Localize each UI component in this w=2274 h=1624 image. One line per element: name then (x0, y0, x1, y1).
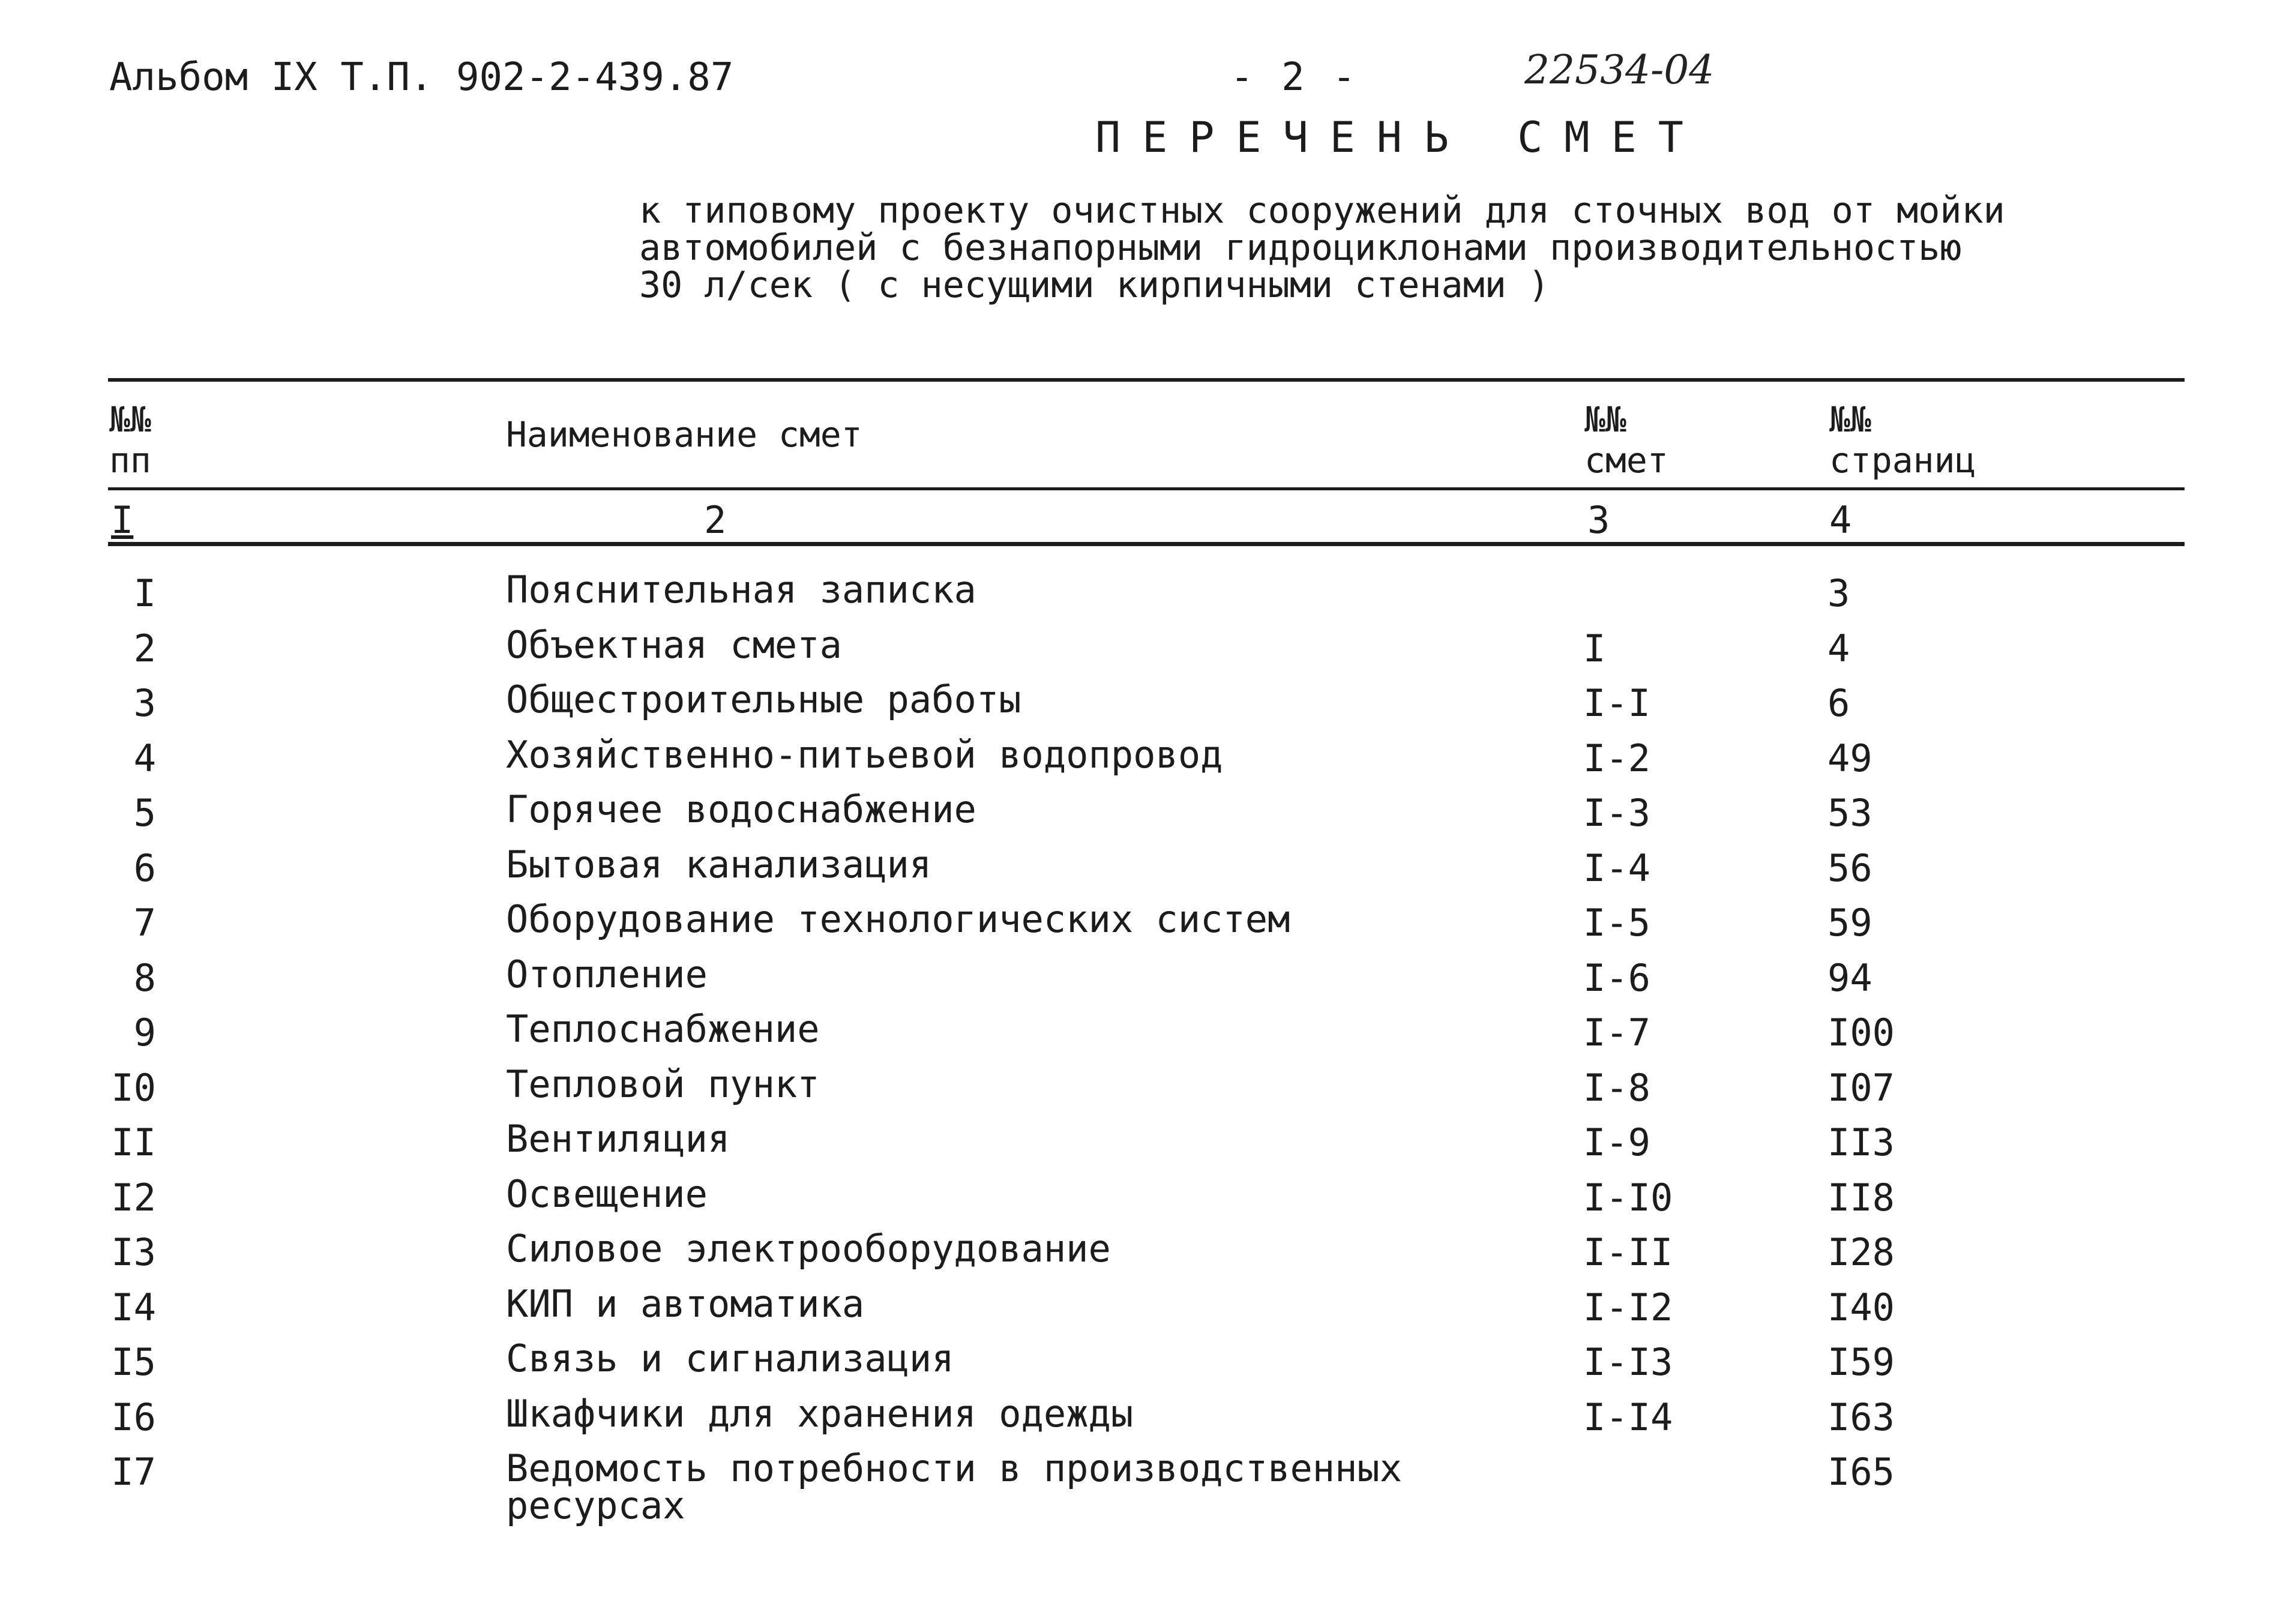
table-row (0, 787, 2274, 846)
table-row (0, 678, 2274, 736)
row-name: Вентиляция (506, 1117, 730, 1161)
header-number-column (109, 399, 151, 481)
row-estimate: I-I2 (1583, 1285, 1673, 1329)
row-estimate: I-I4 (1583, 1395, 1673, 1439)
row-number: I (133, 571, 156, 615)
row-number: 6 (133, 846, 156, 890)
row-name: Оборудование технологических систем (506, 897, 1290, 941)
row-number: 3 (133, 681, 156, 725)
subtitle-line-1: к типовому проекту очистных сооружений для сточных вод от мойки (639, 190, 2005, 232)
row-name: Объектная смета (506, 622, 842, 667)
row-page: I40 (1827, 1285, 1895, 1329)
row-name-line-2: ресурсах (506, 1484, 685, 1527)
header-page-label: страниц (1829, 440, 1976, 481)
row-estimate: I-I (1583, 681, 1650, 725)
table-row (0, 732, 2274, 792)
table-row (0, 1117, 2274, 1176)
row-name-line-1: Ведомость потребности в производственных (506, 1446, 1403, 1490)
row-page: I00 (1827, 1011, 1895, 1054)
row-estimate: I-7 (1583, 1011, 1650, 1054)
table-row (0, 568, 2274, 627)
row-number: I7 (111, 1450, 156, 1494)
row-page: 4 (1827, 626, 1850, 670)
table-row (0, 1446, 2274, 1527)
row-page: 59 (1827, 901, 1872, 945)
row-name: Общестроительные работы (506, 678, 1021, 721)
row-page: 6 (1827, 681, 1850, 725)
row-estimate: I (1583, 626, 1606, 670)
table-row (0, 1007, 2274, 1066)
row-estimate: I-4 (1583, 846, 1650, 890)
row-name: Теплоснабжение (506, 1007, 820, 1051)
table-row (0, 897, 2274, 956)
handwritten-document-number: 22534-04 (1524, 47, 1715, 93)
estimates-table-body (0, 568, 2274, 1527)
row-number: 8 (133, 955, 156, 1000)
header-number-symbol: №№ (109, 399, 151, 440)
table-top-rule (108, 378, 2185, 382)
row-number: 7 (133, 901, 156, 945)
row-page: I59 (1827, 1340, 1895, 1384)
row-name: Связь и сигнализация (506, 1337, 954, 1380)
row-estimate: I-8 (1583, 1065, 1650, 1110)
header-estimate-symbol: №№ (1584, 399, 1626, 440)
header-number-label: пп (109, 440, 151, 481)
header-name-column: Наименование смет (506, 414, 862, 455)
row-page: 53 (1827, 791, 1872, 835)
row-page: I07 (1827, 1065, 1895, 1110)
column-number-4: 4 (1829, 498, 1852, 542)
row-page: II3 (1827, 1120, 1895, 1164)
row-number: I4 (111, 1285, 156, 1329)
row-estimate: I-2 (1583, 736, 1650, 780)
row-name: Горячее водоснабжение (506, 787, 976, 831)
table-row (0, 622, 2274, 682)
row-name: КИП и автоматика (506, 1281, 865, 1326)
row-name: Шкафчики для хранения одежды (506, 1391, 1134, 1436)
column-number-1: I (111, 498, 134, 542)
row-estimate: I-3 (1583, 791, 1650, 835)
row-estimate: I-9 (1583, 1120, 1650, 1164)
row-estimate: I-I3 (1583, 1340, 1673, 1384)
album-reference: Альбом IX Т.П. 902-2-439.87 (109, 55, 734, 100)
table-row (0, 1281, 2274, 1341)
header-estimate-column (1584, 399, 1668, 481)
row-name: Освещение (506, 1171, 708, 1216)
row-number: 5 (133, 791, 156, 835)
row-name: Хозяйственно-питьевой водопровод (506, 732, 1223, 777)
table-row (0, 1391, 2274, 1451)
row-number: I6 (111, 1395, 156, 1439)
column-number-2: 2 (704, 498, 727, 542)
header-page-symbol: №№ (1829, 399, 1871, 440)
table-row (0, 1337, 2274, 1395)
row-estimate: I-5 (1583, 901, 1650, 945)
row-number: 9 (133, 1011, 156, 1054)
header-page-column (1829, 399, 1976, 481)
row-page: 3 (1827, 571, 1850, 615)
table-row (0, 1062, 2274, 1121)
row-number: II (111, 1120, 156, 1164)
column-numbers-bottom-rule (108, 542, 2185, 546)
table-row (0, 952, 2274, 1011)
row-page: I65 (1827, 1450, 1895, 1494)
row-number: 4 (133, 736, 156, 780)
row-estimate: I-II (1583, 1230, 1673, 1274)
row-name: Бытовая канализация (506, 842, 932, 886)
header-estimate-label: смет (1584, 440, 1668, 481)
row-number: I3 (111, 1230, 156, 1274)
row-page: I28 (1827, 1230, 1895, 1274)
table-row (0, 1171, 2274, 1231)
row-estimate: I-6 (1583, 955, 1650, 1000)
row-name-multiline (506, 1446, 1403, 1527)
page-number: - 2 - (1230, 55, 1358, 100)
row-number: 2 (133, 626, 156, 670)
document-title: ПЕРЕЧЕНЬ СМЕТ (1095, 113, 1705, 162)
row-number: I5 (111, 1340, 156, 1384)
column-number-3: 3 (1587, 498, 1610, 542)
row-page: II8 (1827, 1175, 1895, 1220)
row-page: 94 (1827, 955, 1872, 1000)
row-page: I63 (1827, 1395, 1895, 1439)
row-page: 56 (1827, 846, 1872, 890)
subtitle-line-2: автомобилей с безнапорными гидроциклонами производительностью (639, 227, 1962, 269)
row-name: Пояснительная записка (506, 568, 976, 612)
row-name: Силовое электрооборудование (506, 1227, 1111, 1271)
row-page: 49 (1827, 736, 1872, 780)
header-bottom-rule (108, 487, 2185, 490)
table-row (0, 1227, 2274, 1286)
row-number: I0 (111, 1065, 156, 1110)
table-row (0, 842, 2274, 901)
row-number: I2 (111, 1175, 156, 1220)
row-name: Отопление (506, 952, 708, 996)
row-name: Тепловой пункт (506, 1062, 820, 1106)
subtitle-line-3: 30 л/сек ( с несущими кирпичными стенами ) (639, 264, 1550, 306)
row-estimate: I-I0 (1583, 1175, 1673, 1220)
